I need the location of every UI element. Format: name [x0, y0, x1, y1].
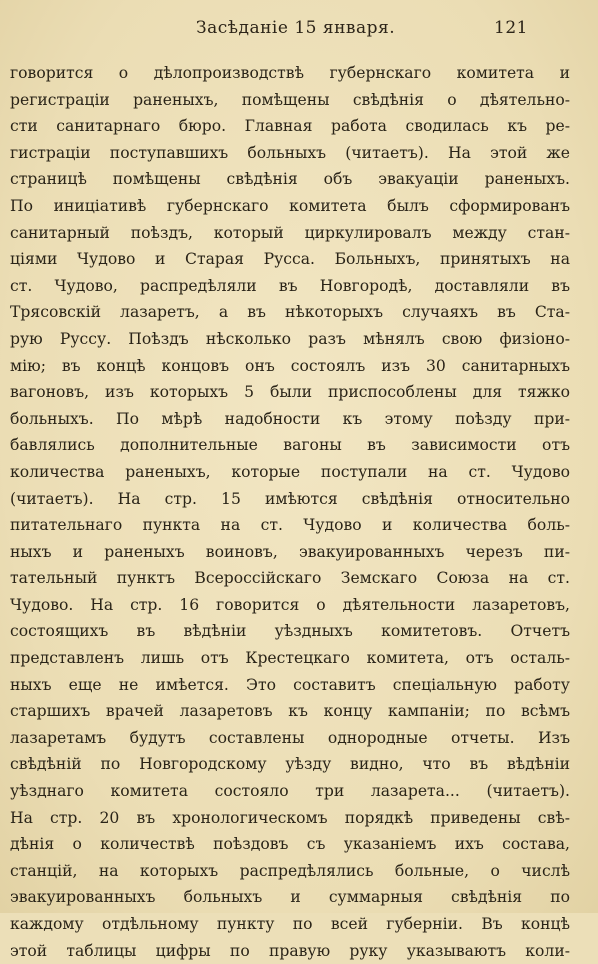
text-line: страницѣ помѣщены свѣдѣнія объ эвакуаціи раненыхъ.	[10, 170, 570, 189]
text-line: ст. Чудово, распредѣляли въ Новгородѣ, доставляли въ	[10, 276, 570, 295]
text-line: состоящихъ въ вѣдѣніи уѣздныхъ комитетовъ. Отчетъ	[10, 622, 570, 641]
text-line: Трясовскій лазаретъ, а въ нѣкоторыхъ случаяхъ въ Ста-	[10, 303, 570, 322]
text-line: По иниціативѣ губернскаго комитета былъ сформированъ	[10, 196, 570, 215]
text-line: гистраціи поступавшихъ больныхъ (читаетъ). На этой же	[10, 143, 570, 162]
text-line: больныхъ. По мѣрѣ надобности къ этому поѣзду при-	[10, 409, 570, 428]
text-line: представленъ лишь отъ Крестецкаго комитета, отъ осталь-	[10, 649, 570, 668]
text-line: количества раненыхъ, которые поступали на ст. Чудово	[10, 462, 570, 481]
text-line: рую Руссу. Поѣздъ нѣсколько разъ мѣнялъ свою физіоно-	[10, 329, 570, 348]
text-line: говорится о дѣлопроизводствѣ губернскаго комитета и	[10, 64, 570, 82]
text-line: тательный пунктъ Всероссійскаго Земскаго Союза на ст.	[10, 569, 570, 588]
text-line: ціями Чудово и Старая Русса. Больныхъ, принятыхъ на	[10, 250, 570, 269]
page-number: 121	[494, 18, 528, 38]
text-line: ныхъ еще не имѣется. Это составитъ спеціальную работу	[10, 675, 570, 694]
body-text	[10, 60, 570, 964]
text-line: мію; въ концѣ концовъ онъ состоялъ изъ 30 санитарныхъ	[10, 356, 570, 375]
text-line: лазаретамъ будутъ составлены однородные отчеты. Изъ	[10, 728, 570, 747]
text-line: бавлялись дополнительные вагоны въ зависимости отъ	[10, 436, 570, 455]
text-line: Чудово. На стр. 16 говорится о дѣятельности лазаретовъ,	[10, 595, 570, 614]
text-line: На стр. 20 въ хронологическомъ порядкѣ приведены свѣ-	[10, 808, 570, 827]
running-title: Засѣданіе 15 января.	[196, 18, 396, 38]
text-line: эвакуированныхъ больныхъ и суммарныя свѣдѣнія по	[10, 888, 570, 907]
text-line: санитарный поѣздъ, который циркулировалъ между стан-	[10, 223, 570, 242]
text-line: вагоновъ, изъ которыхъ 5 были приспособлены для тяжко	[10, 383, 570, 402]
text-line: ныхъ и раненыхъ воиновъ, эвакуированныхъ черезъ пи-	[10, 542, 570, 561]
text-line: свѣдѣній по Новгородскому уѣзду видно, что въ вѣдѣніи	[10, 755, 570, 774]
text-line: каждому отдѣльному пункту по всей губерніи. Въ концѣ	[10, 915, 570, 933]
text-line: дѣнія о количествѣ поѣздовъ съ указаніемъ ихъ состава,	[10, 835, 570, 854]
text-line: этой таблицы цифры по правую руку указываютъ коли-	[10, 941, 570, 960]
page-header	[0, 18, 598, 44]
text-line: регистраціи раненыхъ, помѣщены свѣдѣнія о дѣятельно-	[10, 90, 570, 109]
text-line: (читаетъ). На стр. 15 имѣются свѣдѣнія относительно	[10, 489, 570, 508]
text-line: станцій, на которыхъ распредѣлялись больные, о числѣ	[10, 861, 570, 880]
text-line: сти санитарнаго бюро. Главная работа сводилась къ ре-	[10, 117, 570, 136]
text-line: старшихъ врачей лазаретовъ къ концу кампаніи; по всѣмъ	[10, 702, 570, 721]
text-line: питательнаго пункта на ст. Чудово и количества боль-	[10, 516, 570, 535]
text-line: уѣзднаго комитета состояло три лазарета... (читаетъ).	[10, 782, 570, 801]
